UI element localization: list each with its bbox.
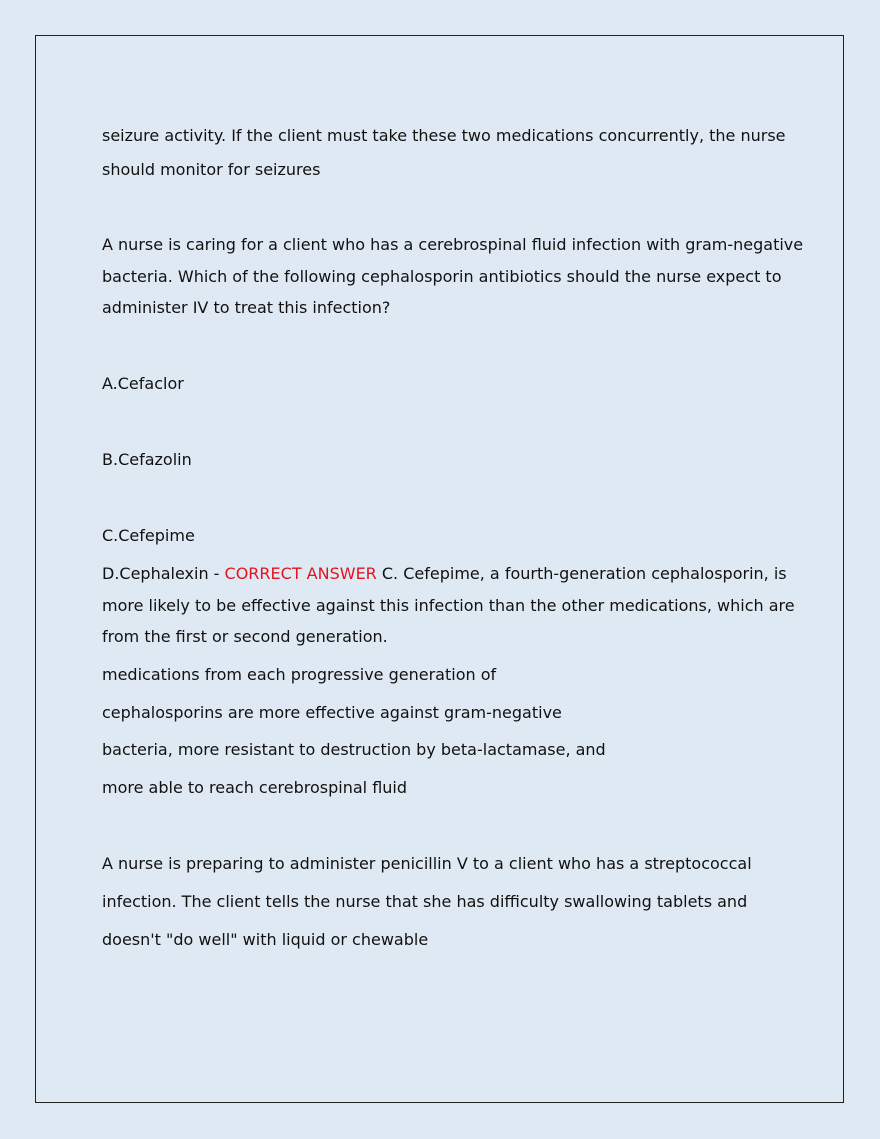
explanation-line-3: bacteria, more resistant to destruction by beta-lactamase, and [102, 740, 606, 759]
answer-text-line-3: from the first or second generation. [102, 627, 388, 646]
explanation-line-1: medications from each progressive generation of [102, 665, 497, 684]
intro-line-1: seizure activity. If the client must take these two medications concurrently, the nurse [102, 126, 786, 145]
question1-stem-line-2: bacteria. Which of the following cephalosporin antibiotics should the nurse expect to [102, 267, 782, 286]
option-b: B.Cefazolin [102, 450, 192, 469]
question1-stem-line-3: administer IV to treat this infection? [102, 298, 391, 317]
answer-text-line-2: more likely to be effective against this infection than the other medications, which are [102, 596, 795, 615]
question2-stem-line-2: infection. The client tells the nurse that she has difficulty swallowing tablets and [102, 892, 748, 911]
option-d-answer-line [102, 564, 787, 584]
intro-line-2: should monitor for seizures [102, 160, 321, 179]
explanation-line-4: more able to reach cerebrospinal fluid [102, 778, 408, 797]
option-a: A.Cefaclor [102, 374, 184, 393]
question1-stem-line-1: A nurse is caring for a client who has a cerebrospinal fluid infection with gram-negative [102, 235, 804, 254]
option-c: C.Cefepime [102, 526, 195, 545]
question2-stem-line-3: doesn't "do well" with liquid or chewable [102, 930, 429, 949]
explanation-line-2: cephalosporins are more effective against gram-negative [102, 703, 562, 722]
correct-answer-label: CORRECT ANSWER [224, 564, 377, 583]
answer-text-line-1: C. Cefepime, a fourth-generation cephalosporin, is [376, 564, 787, 583]
option-d: D.Cephalexin - [102, 564, 225, 583]
question2-stem-line-1: A nurse is preparing to administer penicillin V to a client who has a streptococcal [102, 854, 752, 873]
